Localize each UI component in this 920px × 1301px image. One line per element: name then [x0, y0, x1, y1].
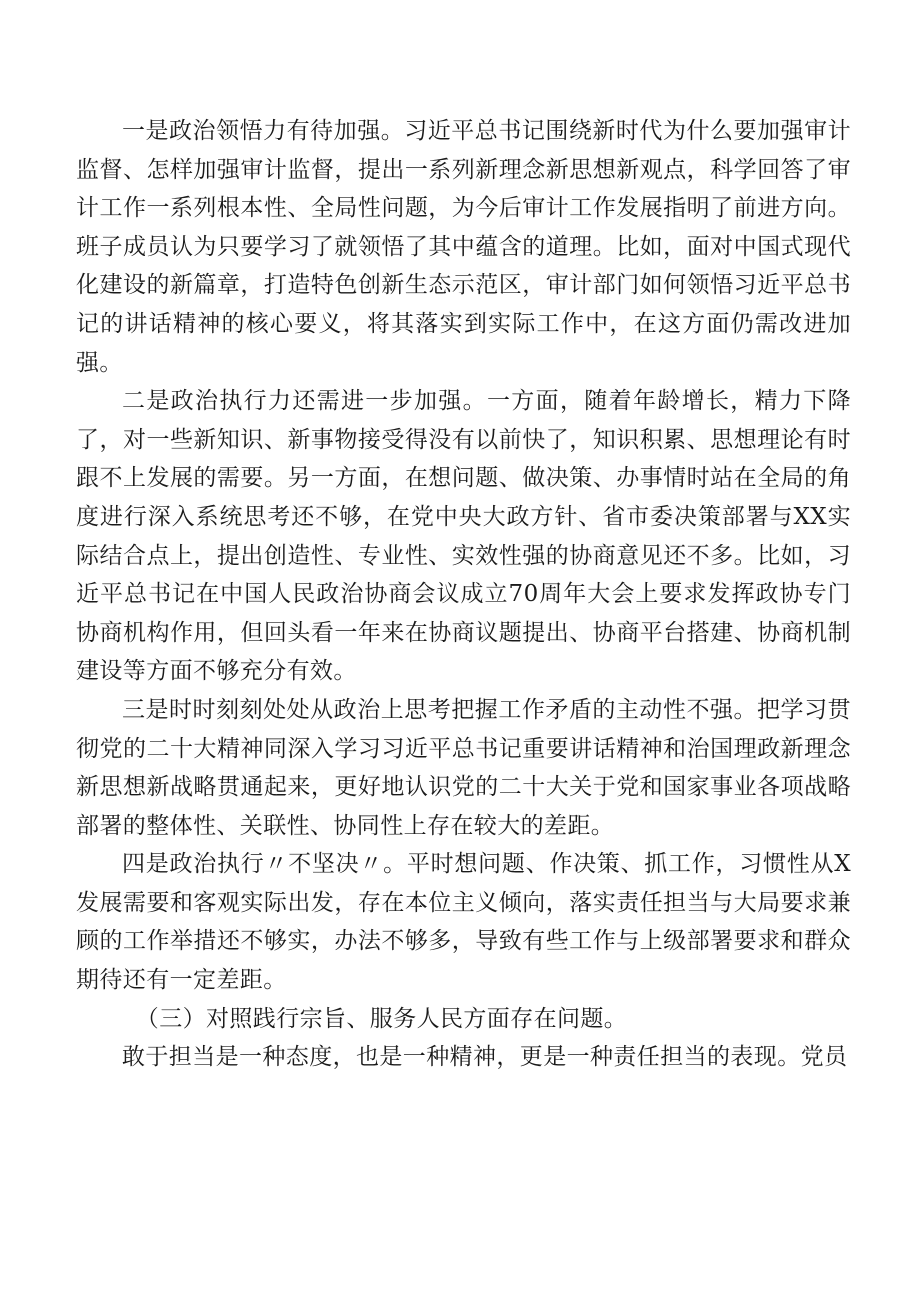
paragraph-execution-resolve: 四是政治执行〃不坚决〃。平时想问题、作决策、抓工作，习惯性从X发展需要和客观实际出发，存在本位主义倾向，落实责任担当与大局要求兼顾的工作举措还不够实，办法不够多，导致有些工作与上级部署要求和群众期待还有一定差距。 [76, 851, 851, 994]
paragraph-political-comprehension: 一是政治领悟力有待加强。习近平总书记围绕新时代为什么要加强审计监督、怎样加强审计监督，提出一系列新理念新思想新观点，科学回答了审计工作一系列根本性、全局性问题，为今后审计工作发展指明了前进方向。班子成员认为只要学习了就领悟了其中蕴含的道理。比如，面对中国式现代化建设的新篇章，打造特色创新生态示范区，审计部门如何领悟习近平总书记的讲话精神的核心要义，将其落实到实际工作中，在这方面仍需改进加强。 [76, 118, 851, 376]
paragraph-political-initiative: 三是时时刻刻处处从政治上思考把握工作矛盾的主动性不强。把学习贯彻党的二十大精神同深入学习习近平总书记重要讲话精神和治国理政新理念新思想新战略贯通起来，更好地认识党的二十大关于党和国家事业各项战略部署的整体性、关联性、协同性上存在较大的差距。 [76, 696, 851, 839]
document-body [76, 112, 851, 1077]
section-heading-serve-people: （三）对照践行宗旨、服务人民方面存在问题。 [135, 1005, 628, 1032]
paragraph-responsibility: 敢于担当是一种态度，也是一种精神，更是一种责任担当的表现。党员 [122, 1044, 848, 1071]
paragraph-political-execution: 二是政治执行力还需进一步加强。一方面，随着年龄增长，精力下降了，对一些新知识、新事物接受得没有以前快了，知识积累、思想理论有时跟不上发展的需要。另一方面，在想问题、做决策、办事情时站在全局的角度进行深入系统思考还不够，在党中央大政方针、省市委决策部署与XX实际结合点上，提出创造性、专业性、实效性强的协商意见还不多。比如，习近平总书记在中国人民政治协商会议成立70周年大会上要求发挥政协专门协商机构作用，但回头看一年来在协商议题提出、协商平台搭建、协商机制建设等方面不够充分有效。 [76, 388, 851, 685]
